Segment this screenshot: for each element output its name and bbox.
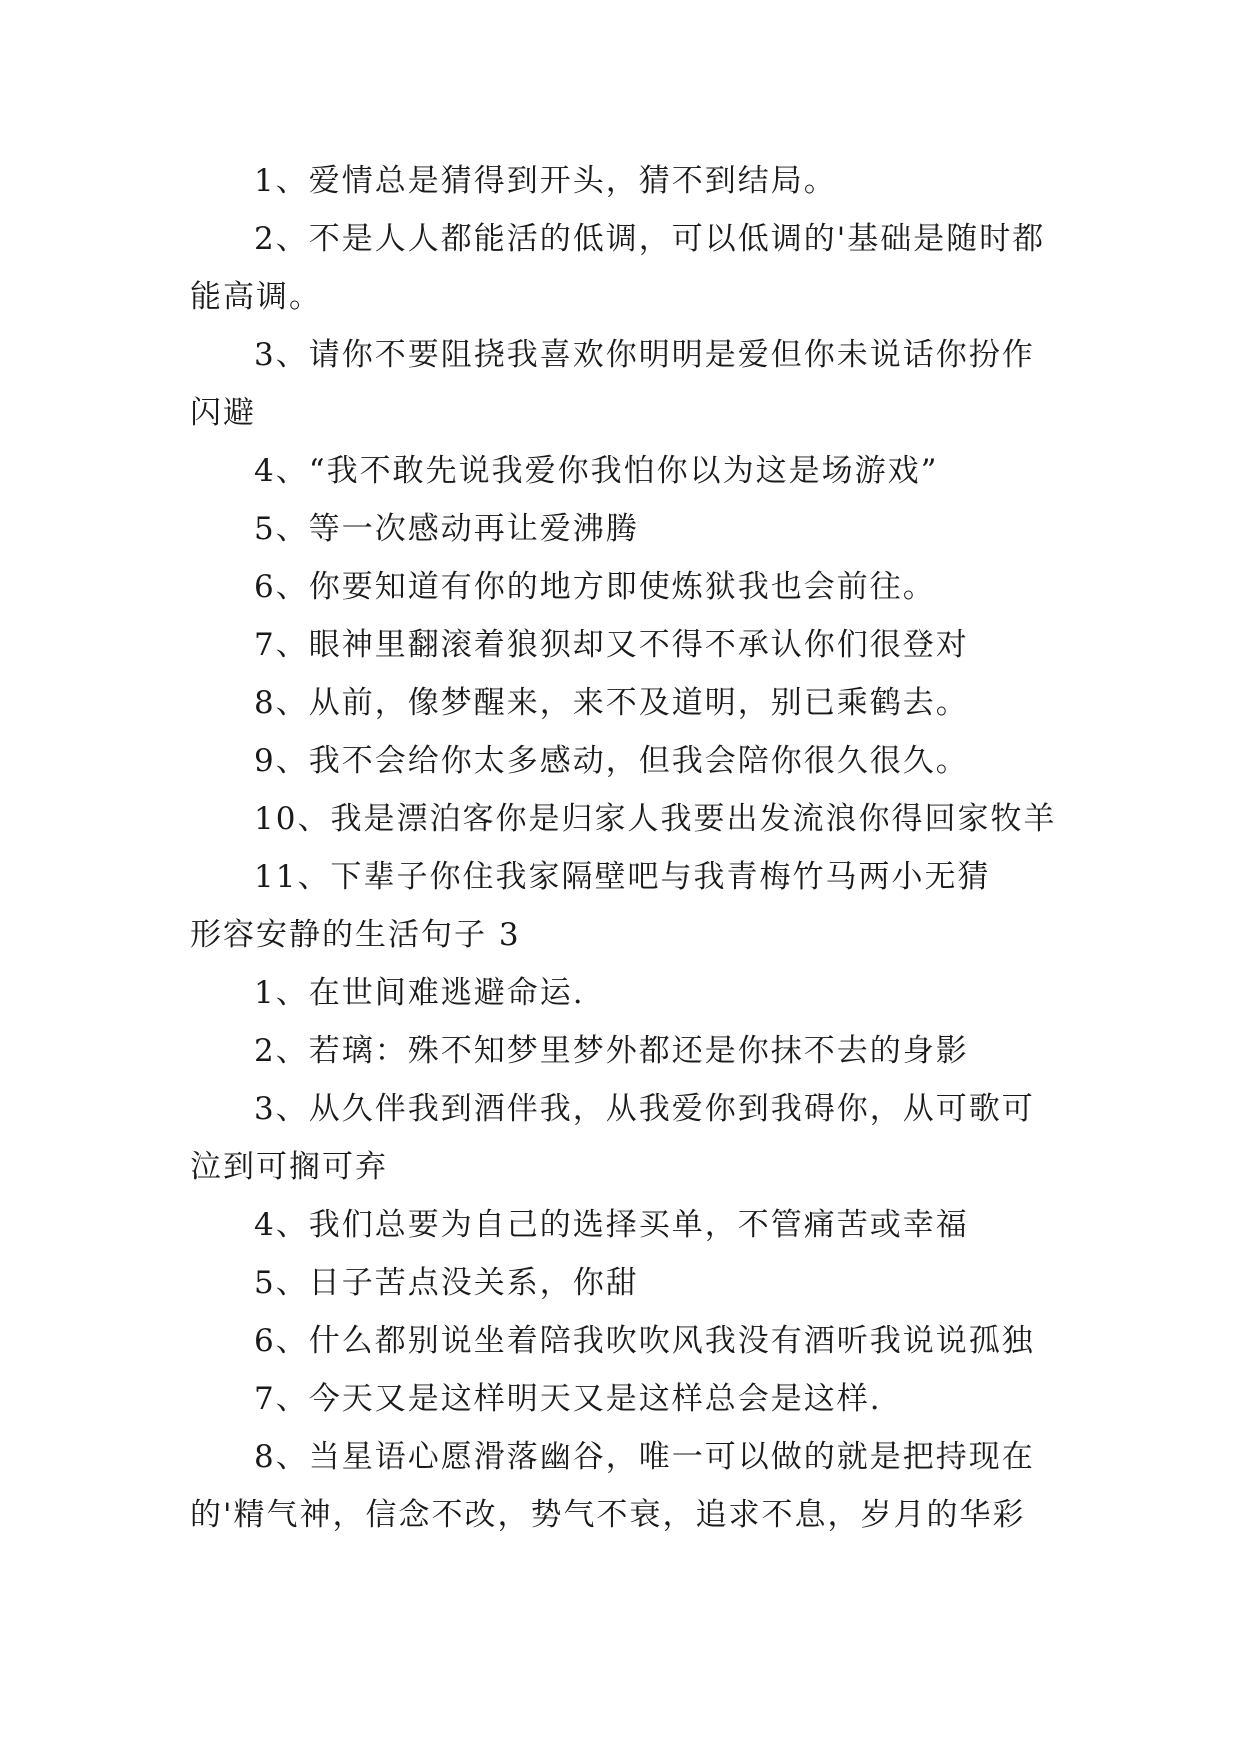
list-item: 6、你要知道有你的地方即使炼狱我也会前往。 xyxy=(254,569,936,605)
list-item: 5、等一次感动再让爱沸腾 xyxy=(254,511,639,547)
list-item: 1、在世间难逃避命运. xyxy=(254,975,585,1011)
document-body xyxy=(190,152,1060,1544)
list-item: 11、下辈子你住我家隔壁吧与我青梅竹马两小无猜 xyxy=(254,859,991,895)
list-item: 7、今天又是这样明天又是这样总会是这样. xyxy=(254,1381,882,1417)
list-item: 2、若璃：殊不知梦里梦外都还是你抹不去的身影 xyxy=(254,1033,969,1069)
list-item: 2、不是人人都能活的低调，可以低调的'基础是随时都能高调。 xyxy=(190,221,1046,315)
list-item: 4、“我不敢先说我爱你我怕你以为这是场游戏” xyxy=(254,453,939,489)
list-item: 4、我们总要为自己的选择买单，不管痛苦或幸福 xyxy=(254,1207,969,1243)
section-heading: 形容安静的生活句子 3 xyxy=(190,917,521,953)
list-item: 10、我是漂泊客你是归家人我要出发流浪你得回家牧羊 xyxy=(254,801,1057,837)
list-item: 6、什么都别说坐着陪我吹吹风我没有酒听我说说孤独 xyxy=(254,1323,1035,1359)
list-item: 3、从久伴我到酒伴我，从我爱你到我碍你，从可歌可泣到可搁可弃 xyxy=(190,1091,1035,1185)
list-item: 9、我不会给你太多感动，但我会陪你很久很久。 xyxy=(254,743,969,779)
list-item: 5、日子苦点没关系，你甜 xyxy=(254,1265,639,1301)
list-item: 1、爱情总是猜得到开头，猜不到结局。 xyxy=(254,163,837,199)
list-item: 7、眼神里翻滚着狼狈却又不得不承认你们很登对 xyxy=(254,627,969,663)
list-item: 8、当星语心愿滑落幽谷，唯一可以做的就是把持现在的'精气神，信念不改，势气不衰，追求不息，岁月的华彩 xyxy=(190,1439,1035,1533)
list-item: 8、从前，像梦醒来，来不及道明，别已乘鹤去。 xyxy=(254,685,969,721)
list-item: 3、请你不要阻挠我喜欢你明明是爱但你未说话你扮作闪避 xyxy=(190,337,1035,431)
